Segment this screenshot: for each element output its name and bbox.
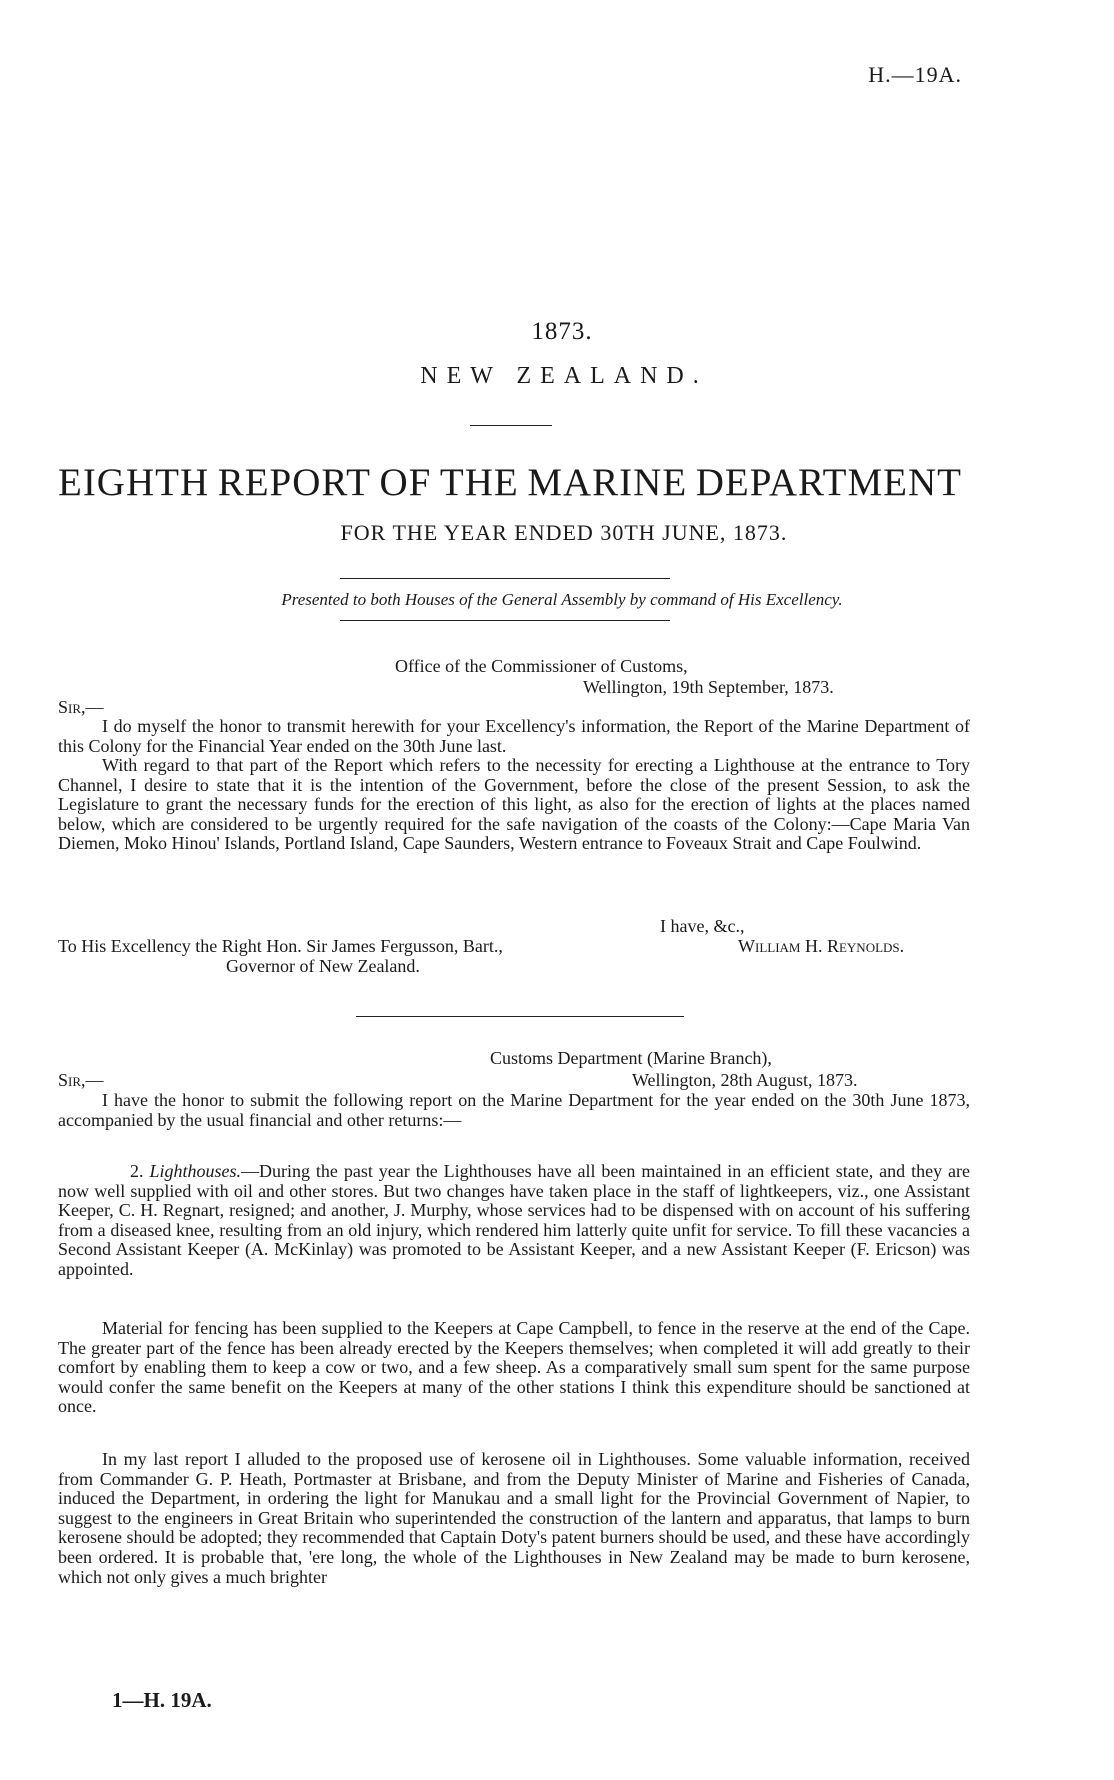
letter2-paragraph bbox=[58, 1091, 970, 1130]
title-word: REPORT bbox=[217, 461, 371, 504]
office-date-line: Wellington, 19th September, 1873. bbox=[583, 677, 834, 697]
closing-line: I have, &c., bbox=[660, 916, 745, 936]
paragraph-text: Material for fencing has been supplied to the Keepers at Cape Campbell, to fence in the reserve at the end of the Cape. The greater part of the fence has been already erected by the Keepers themselves; when completed it will add greatly to their comfort by enabling them to keep a cow or two, and a few sheep. As a comparatively small sum spent for the same purpose would confer the same benefit on the Keepers at many of the other stations I think this expenditure should be sanctioned at once. bbox=[58, 1318, 970, 1417]
lighthouses-paragraph bbox=[58, 1450, 970, 1587]
country-heading: NEW ZEALAND. bbox=[420, 363, 708, 389]
paper-code-header: H.—19A. bbox=[868, 62, 962, 87]
divider-rule bbox=[340, 620, 670, 621]
report-year: 1873. bbox=[531, 318, 593, 345]
office-address-line: Office of the Commissioner of Customs, bbox=[395, 656, 688, 676]
section-heading: Lighthouses. bbox=[149, 1161, 241, 1181]
letter1-paragraph bbox=[58, 756, 970, 854]
title-word: MARINE bbox=[527, 461, 688, 504]
salutation: Sir,— bbox=[58, 1070, 104, 1090]
title-word: THE bbox=[439, 461, 519, 504]
section-number: 2. bbox=[130, 1161, 144, 1181]
sub-title: FOR THE YEAR ENDED 30TH JUNE, 1873. bbox=[340, 520, 788, 545]
presented-note: Presented to both Houses of the General Assembly by command of His Excellency. bbox=[281, 590, 843, 609]
letter1-paragraph bbox=[58, 717, 970, 756]
paragraph-text: With regard to that part of the Report which refers to the necessity for erecting a Lighthouse at the entrance to Tory Channel, I desire to state that it is the intention of the Government, before the close of the present Session, to ask the Legislature to grant the necessary funds for the erection of this light, as also for the erection of lights at the places named below, which are considered to be urgently required for the safe navigation of the coasts of the Colony:—Cape Maria Van Diemen, Moko Hinou' Islands, Portland Island, Cape Saunders, Western entrance to Foveaux Strait and Cape Foulwind. bbox=[58, 755, 970, 854]
salutation: Sir,— bbox=[58, 697, 104, 717]
department-date-line: Wellington, 28th August, 1873. bbox=[632, 1070, 858, 1090]
lighthouses-paragraph bbox=[58, 1319, 970, 1417]
divider-rule-short bbox=[470, 425, 552, 426]
main-title bbox=[58, 460, 962, 505]
divider-rule bbox=[340, 578, 670, 579]
paragraph-text: —During the past year the Lighthouses have all been maintained in an efficient state, and they are now well supplied with oil and other stores. But two changes have taken place in the staff of lightkeepers, viz., one Assistant Keeper, C. H. Regnart, resigned; and another, J. Murphy, whose services had to be dispensed with on account of his suffering from a diseased knee, resulting from an old injury, which rendered him latterly quite unfit for service. To fill these vacancies a Second Assistant Keeper (A. McKinlay) was promoted to be Assistant Keeper, and a new Assistant Keeper (F. Ericson) was appointed. bbox=[58, 1161, 971, 1279]
page-number-footer: 1—H. 19A. bbox=[112, 1688, 212, 1712]
addressee-line: Governor of New Zealand. bbox=[226, 956, 420, 976]
title-word: EIGHTH bbox=[58, 461, 210, 504]
divider-rule bbox=[356, 1016, 684, 1017]
department-address-line: Customs Department (Marine Branch), bbox=[490, 1048, 772, 1068]
paragraph-text: In my last report I alluded to the proposed use of kerosene oil in Lighthouses. Some valuable information, received from Commander G. P. Heath, Portmaster at Brisbane, and from the Deputy Minister of Marine and Fisheries of Canada, induced the Department, in ordering the light for Manukau and a small light for the Provincial Government of Napier, to suggest to the engineers in Great Britain who superintended the construction of the lantern and apparatus, that lamps to burn kerosene should be adopted; they recommended that Captain Doty's patent burners should be used, and these have accordingly been ordered. It is probable that, 'ere long, the whole of the Lighthouses in New Zealand may be made to burn kerosene, which not only gives a much brighter bbox=[58, 1449, 970, 1587]
section-lighthouses bbox=[58, 1162, 970, 1280]
paragraph-text: I do myself the honor to transmit herewith for your Excellency's information, the Report of the Marine Department of this Colony for the Financial Year ended on the 30th June last. bbox=[58, 716, 970, 756]
title-word: DEPARTMENT bbox=[695, 461, 962, 504]
title-word: OF bbox=[379, 461, 432, 504]
signature: William H. Reynolds. bbox=[738, 936, 905, 956]
paragraph-text: I have the honor to submit the following report on the Marine Department for the year ended on the 30th June 1873, accompanied by the usual financial and other returns:— bbox=[58, 1090, 970, 1130]
addressee-line: To His Excellency the Right Hon. Sir James Fergusson, Bart., bbox=[58, 936, 503, 956]
